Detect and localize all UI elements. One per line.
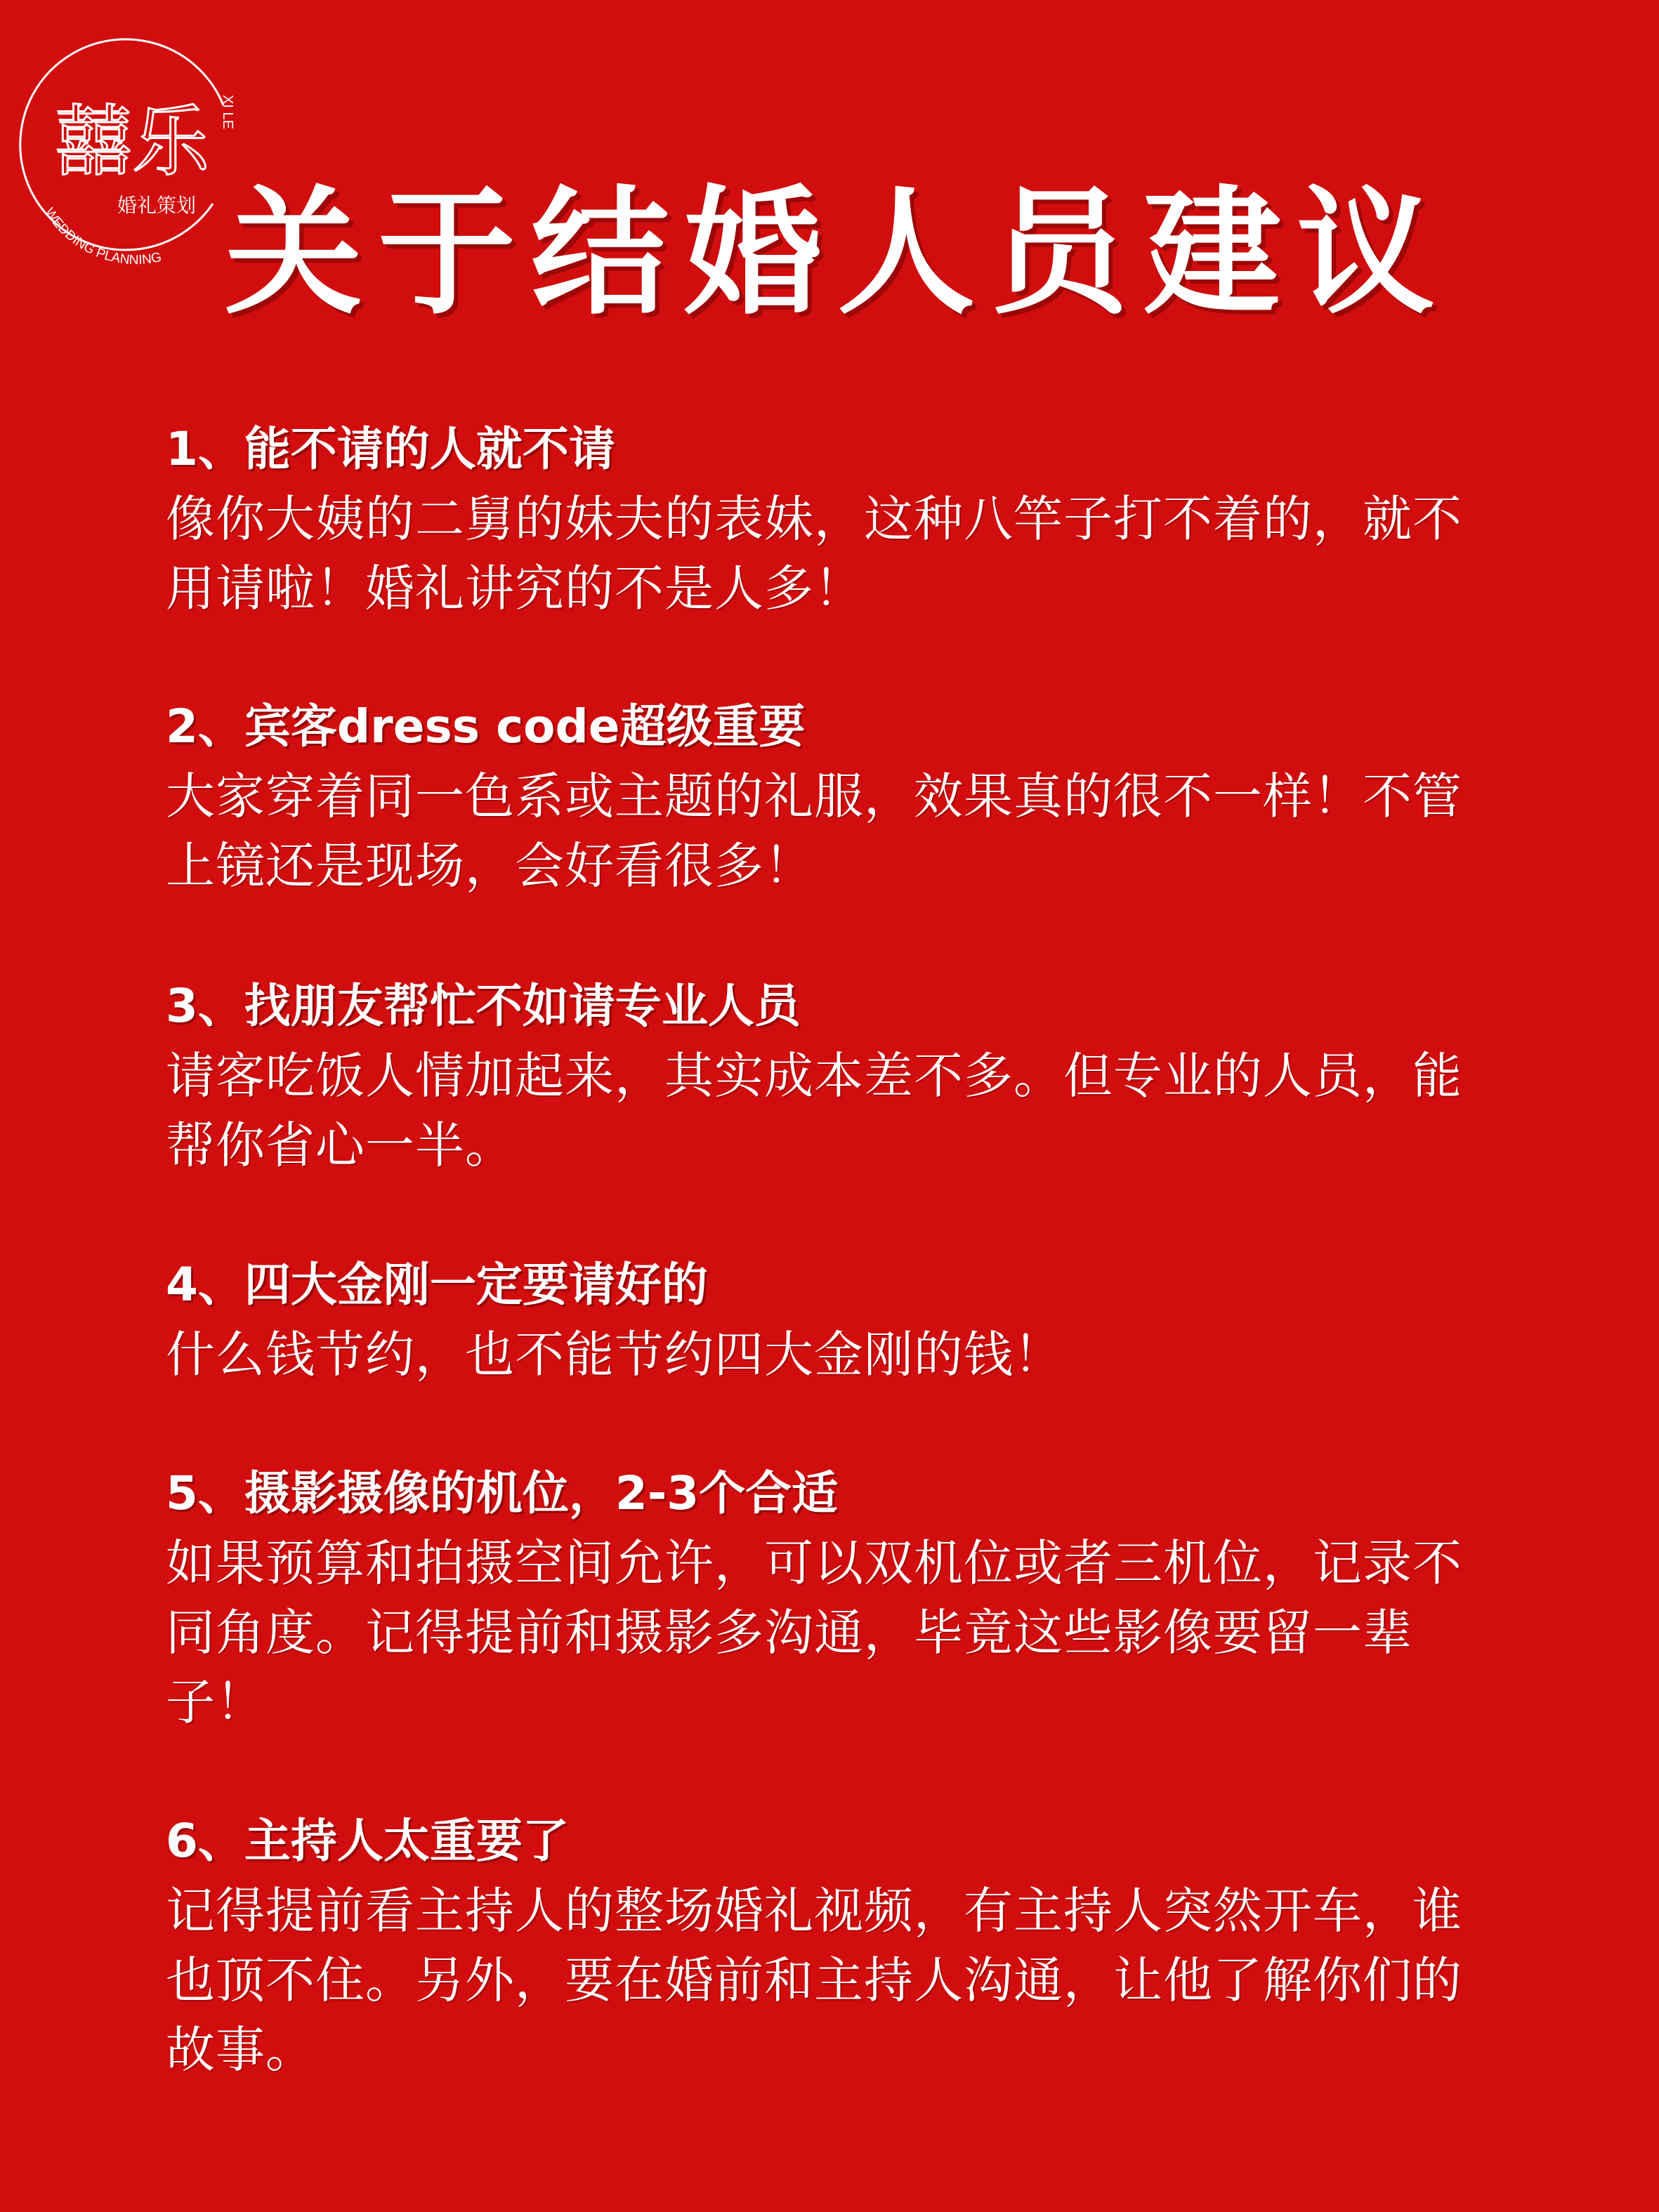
tip-body: 记得提前看主持人的整场婚礼视频，有主持人突然开车，谁也顶不住。另外，要在婚前和主持人沟通，让他了解你们的故事。 — [166, 1882, 1462, 2079]
logo-brand-cn: 囍乐 — [55, 97, 209, 187]
page-title: 关于结婚人员建议 — [225, 172, 1450, 334]
tip-section-2 — [166, 692, 1493, 901]
brand-logo — [13, 28, 251, 267]
logo-tagline-en: WEDDING PLANNING — [41, 205, 163, 267]
tip-title: 4、四大金刚一定要请好的 — [166, 1258, 708, 1312]
tip-body: 大家穿着同一色系或主题的礼服，效果真的很不一样！不管上镜还是现场，会好看很多！ — [166, 768, 1462, 895]
tip-title: 1、能不请的人就不请 — [166, 422, 615, 476]
tip-title: 3、找朋友帮忙不如请专业人员 — [166, 979, 801, 1033]
tip-body: 如果预算和拍摄空间允许，可以双机位或者三机位，记录不同角度。记得提前和摄影多沟通，毕竟这些影像要留一辈子！ — [166, 1534, 1462, 1731]
tip-body: 请客吃饭人情加起来，其实成本差不多。但专业的人员，能帮你省心一半。 — [166, 1047, 1462, 1174]
tip-body: 像你大姨的二舅的妹夫的表妹，这种八竿子打不着的，就不用请啦！婚礼讲究的不是人多！ — [166, 490, 1462, 617]
tip-section-6 — [166, 1806, 1493, 2085]
tip-section-4 — [166, 1250, 1493, 1390]
tip-section-3 — [166, 971, 1493, 1180]
tip-title: 2、宾客dress code超级重要 — [166, 699, 806, 753]
logo-tagline-cn: 婚礼策划 — [117, 194, 197, 217]
tip-body: 什么钱节约，也不能节约四大金刚的钱！ — [166, 1326, 1063, 1383]
tip-section-1 — [166, 414, 1493, 624]
tip-title: 6、主持人太重要了 — [166, 1814, 569, 1868]
logo-brand-pinyin: XI LE — [220, 95, 235, 129]
tip-section-5 — [166, 1459, 1493, 1737]
tip-title: 5、摄影摄像的机位，2-3个合适 — [166, 1466, 839, 1520]
